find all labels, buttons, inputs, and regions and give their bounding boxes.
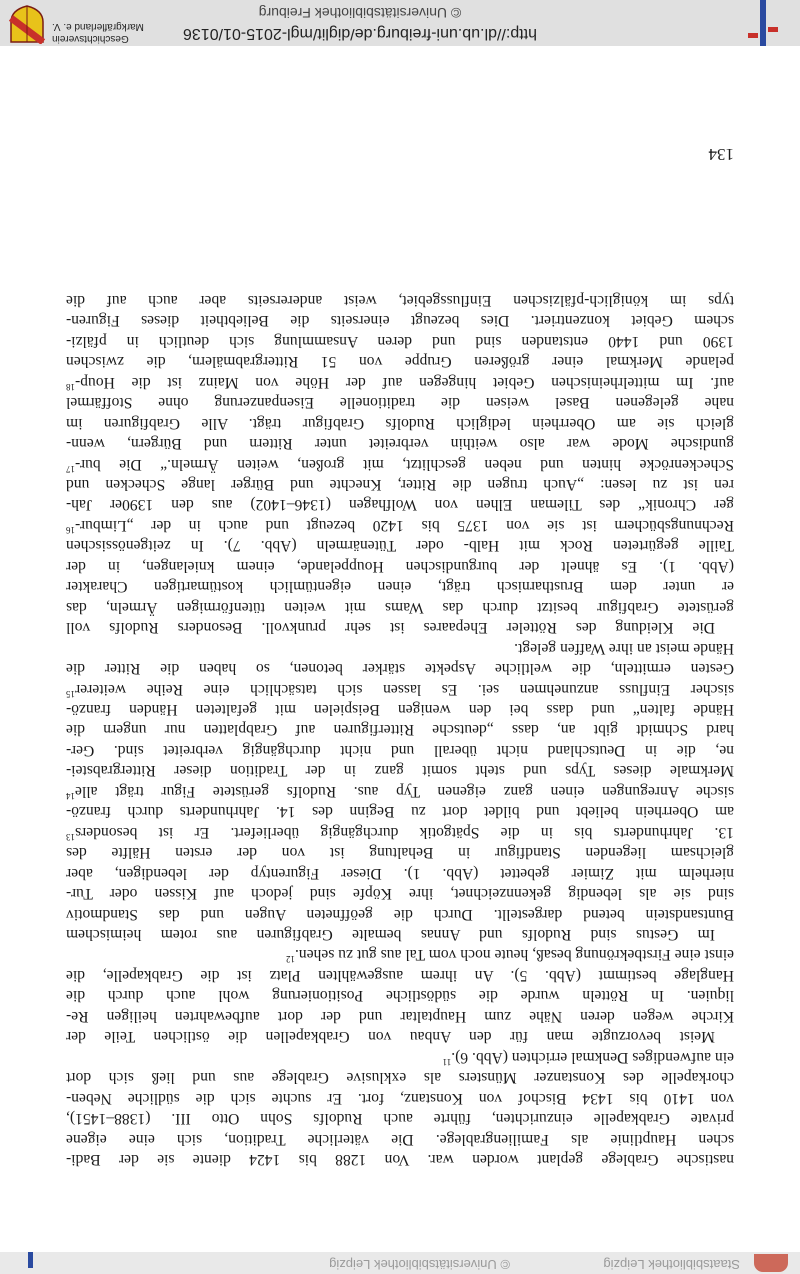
text-line: Die Kleidung des Rötteler Ehepaares ist sehr prunkvoll. Besonders Rudolfs voll bbox=[66, 619, 715, 637]
text-line: liquien. In Rötteln wurde die südöstliche Positionierung wohl auch durch die bbox=[66, 987, 734, 1005]
footnote-mark: 12 bbox=[285, 954, 295, 965]
text-line: Hände falten“ und dass bei den wenigen Beispielen mit gefalteten Händen franzö- bbox=[66, 701, 734, 719]
footnote-mark: 14 bbox=[66, 791, 75, 802]
text-line: von 1410 bis 1434 Bischof von Konstanz, fort. Er suchte sich die südliche Neben- bbox=[66, 1089, 734, 1107]
society-name: Geschichtsverein Markgräflerland e. V. bbox=[52, 21, 144, 44]
text-line: gerüstete Grabfigur besitzt durch das Wams mit weiten tütenförmigen Ärmeln, das bbox=[66, 598, 734, 616]
text-line: Buntsandstein betend dargestellt. Durch die geöffneten Augen und das Standmotiv bbox=[66, 905, 734, 923]
text-line: Scheckenröcke hinten und neben geschlitzt, mit großen, weiten Ärmeln.“ Die bur-$^{17}$ bbox=[66, 455, 734, 474]
text-line: hard Schmidt gibt an, dass „deutsche Ritterfiguren auf Grabplatten nur ungern die bbox=[66, 721, 734, 739]
text-line: Kirche wegen deren Nähe zum Hauptaltar und der dort aufbewahrten heiligen Re- bbox=[66, 1007, 734, 1025]
text-line: ne, die in Deutschland nicht überall und nicht durchgängig verbreitet sind. Ger- bbox=[66, 741, 734, 759]
text-line: 13. Jahrhunderts bis in die Spätgotik durchgängig überliefert. Er ist besonders$^{13}$ bbox=[66, 823, 734, 842]
text-line: pelande Merkmal einer größeren Gruppe von 51 Rittergrabmälern, die zwischen bbox=[66, 353, 734, 371]
text-line: ren ist zu lesen: „Auch trugen die Ritter, Knechte und Bürger lange Schecken und bbox=[66, 476, 734, 494]
text-line: einst eine Firstbekrönung besaß, heute noch vom Tal aus gut zu sehen.$^{12}$ bbox=[285, 946, 734, 965]
text-line: gundische Mode war also weithin verbreitet unter Rittern und Bürgern, wenn- bbox=[66, 435, 734, 453]
text-line: (Abb. 1). Es ähnelt der burgundischen Houppelande, einem knielangen, in der bbox=[66, 557, 734, 575]
citation-bar bbox=[0, 0, 800, 46]
text-line: nahe gelegenen Basel weisen die traditionelle Eisenpanzerung ohne Stoffärmel bbox=[66, 394, 734, 412]
text-line: private Grabkapelle einzurichten, führte auch Rudolfs Sohn Otto III. (1388–1451), bbox=[66, 1110, 734, 1128]
footnote-mark: 18 bbox=[66, 381, 75, 392]
text-line: Hanglage bestimmt (Abb. 5). An ihrem ausgewählten Platz ist die Grabkapelle, die bbox=[66, 966, 734, 984]
text-line: sischer Einfluss anzunehmen sei. Es lassen sich tatsächlich eine Reihe weiterer$^{15}$ bbox=[66, 680, 734, 699]
footnote-mark: 15 bbox=[66, 688, 75, 699]
society-crest-icon bbox=[9, 4, 45, 44]
copyright-notice: © Universitätsbibliothek Freiburg bbox=[258, 5, 462, 21]
text-line: nastische Grablege geplant worden war. Von 1288 bis 1424 diente sie der Badi- bbox=[66, 1151, 734, 1168]
footnote-mark: 17 bbox=[66, 463, 75, 474]
text-line: Meist bevorzugte man für den Anbau von Grabkapellen die östlichen Teile der bbox=[66, 1028, 715, 1046]
footnote-mark: 16 bbox=[66, 525, 75, 536]
ghost-text: © Universitätsbibliothek Leipzig bbox=[329, 1257, 510, 1272]
text-line: ger Chronik“ des Tileman Elhen von Wolfhagen (1346–1402) aus den 1390er Jah- bbox=[66, 496, 734, 514]
text-line: gleichsam liegenden Standfigur in Behaltung ist von der ersten Hälfte des bbox=[66, 844, 734, 862]
ghost-text: Staatsbibliothek Leipzig bbox=[603, 1257, 740, 1272]
text-line: 1390 und 1440 entstanden sind und deren Ansammlung sich deutlich in pfälzi- bbox=[66, 332, 734, 350]
footnote-mark: 11 bbox=[442, 1056, 452, 1067]
text-line: Hände meist an ihre Waffen gelegt. bbox=[514, 639, 734, 657]
text-line: typs im königlich-pfälzischen Einflussgebiet, weist andererseits aber auch auf die bbox=[66, 291, 734, 309]
text-line: schen Hauptlinie als Familiengrablege. Die väterliche Tradition, sich eine eigene bbox=[66, 1130, 734, 1148]
text-line: sische Anregungen einen ganz eigenen Typ aus. Rudolfs gerüstete Figur trägt alle$^{14}$ bbox=[66, 782, 734, 802]
text-line: Im Gestus sind Rudolfs und Annas bemalte Grabfiguren aus rotem heimischem bbox=[66, 926, 715, 944]
text-line: am Oberrhein beliebt und bildet dort zu Beginn des 14. Jahrhunderts durch franzö- bbox=[66, 803, 734, 821]
text-line: gleich sie am Oberrhein lediglich Rudolfs Grabfigur trägt. Alle Grabfiguren im bbox=[66, 414, 734, 432]
permalink-url[interactable]: http://dl.ub.uni-freiburg.de/diglit/mgl-2015-01/0136 bbox=[183, 25, 537, 42]
library-logo-icon bbox=[22, 1252, 40, 1268]
library-badge-icon bbox=[754, 1254, 788, 1272]
footnote-mark: 13 bbox=[66, 831, 75, 842]
ub-freiburg-logo-icon bbox=[748, 0, 778, 46]
body-text bbox=[66, 290, 734, 1169]
text-line: Gesten ermitteln, die weltliche Aspekte stärker betonen, so haben die Ritter die bbox=[66, 660, 734, 678]
text-line: ein aufwendiges Denkmal errichten (Abb. 6).$^{11}$ bbox=[442, 1048, 734, 1067]
text-line: Rechnungsbüchern ist sie von 1375 bis 1420 bezeugt und auch in der „Limbur-$^{16}$ bbox=[66, 516, 734, 536]
text-line: Merkmale dieses Typs und steht somit ganz in der Tradition dieser Rittergrabstei- bbox=[66, 762, 734, 780]
text-line: er unter dem Brustharnisch trägt, einen eigentümlich kostümartigen Charakter bbox=[66, 578, 734, 596]
viewer-top-strip bbox=[0, 1252, 800, 1274]
text-line: auf. Im mittelrheinischen Gebiet hingegen auf der Höhe von Mainz ist die Houp-$^{18}$ bbox=[66, 373, 734, 392]
text-line: schem Gebiet konzentriert. Dies bezeugt einerseits die Beliebtheit dieses Figuren- bbox=[66, 312, 734, 330]
text-line: sind sie als lebendig gekennzeichnet, ihre Köpfe sind jedoch auf Kissen oder Tur- bbox=[66, 885, 734, 903]
text-line: chorkapelle des Konstanzer Münsters als exklusive Grablege aus und ließ sich dort bbox=[66, 1069, 734, 1087]
text-line: Taille gegürteten Rock mit Halb- oder Tütenärmeln (Abb. 7). In zeitgenössischen bbox=[66, 537, 734, 555]
text-line: nierhelm mit Zimier gebettet (Abb. 1). Dieser Figurentyp der lebendigen, aber bbox=[66, 864, 734, 882]
page-number: 134 bbox=[708, 145, 734, 164]
